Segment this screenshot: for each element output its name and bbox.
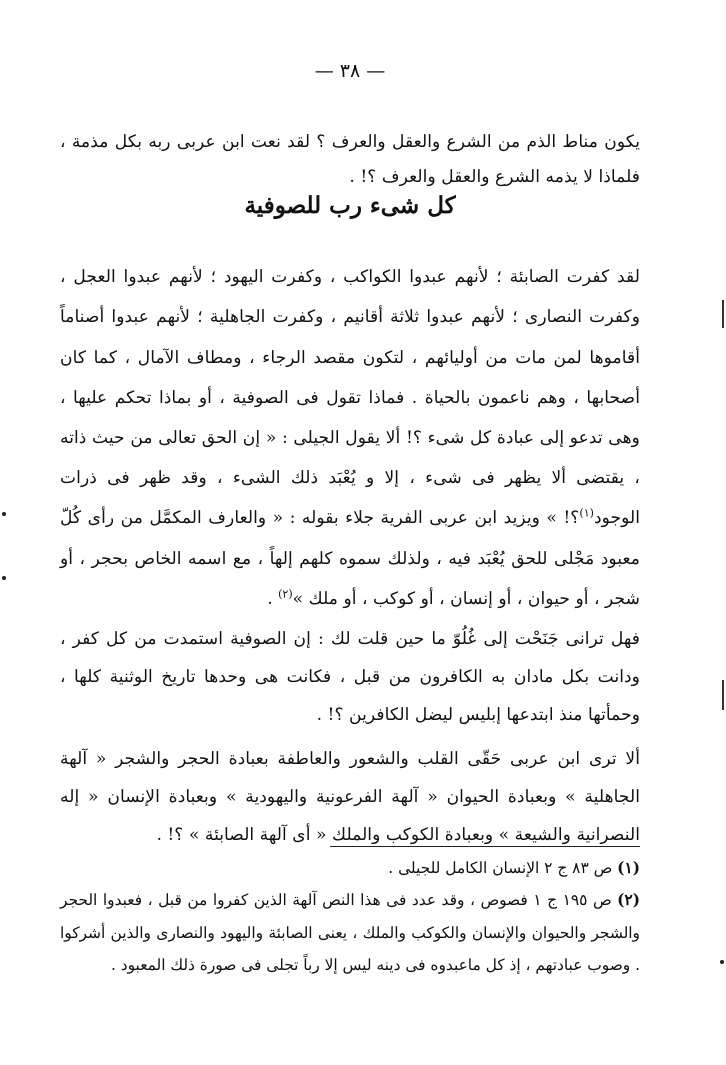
scan-edge-mark <box>722 680 724 710</box>
footnote-2-number: (٢) <box>617 891 640 910</box>
scan-edge-mark <box>722 300 724 328</box>
footnote-ref-2: (٢) <box>278 587 293 601</box>
paragraph-4: ألا ترى ابن عربى حَقّى القلب والشعور والعاطفة بعبادة الحجر والشجر « آلهة الجاهلية » وبعبادة الحيوان « آلهة الفرعونية واليهودية » وبعبادة الإنسان « إله النصرانية والشيعة » وبعبادة الكوكب والملك « أى آلهة الصابئة » ؟! . <box>60 749 640 846</box>
paragraph-2 <box>60 257 640 619</box>
footnote-divider <box>330 846 640 847</box>
footnote-2 <box>60 884 640 981</box>
scan-speck <box>720 960 724 964</box>
footnote-1 <box>60 852 640 884</box>
footnotes <box>60 852 640 982</box>
section-heading: كل شىء رب للصوفية <box>244 192 456 219</box>
footnote-ref-1: (١) <box>579 506 594 520</box>
scan-speck <box>2 512 6 516</box>
footnote-1-number: (١) <box>617 859 640 877</box>
paragraph-2-text-b: ؟! » ويزيد ابن عربى الفرية جلاء بقوله : « والعارف المكمَّل من رأى كُلّ معبود مَجْلى للحق يُعْبَد فيه ، ولذلك سموه كلهم إلهاً ، مع اسمه الخاص بحجر ، أو شجر ، أو حيوان ، أو إنسان ، أو كوكب ، أو ملك » <box>60 508 640 609</box>
paragraph-2-text-a: لقد كفرت الصابئة ؛ لأنهم عبدوا الكواكب ، وكفرت اليهود ؛ لأنهم عبدوا العجل ، وكفرت النصارى ؛ لأنهم عبدوا ثلاثة أقانيم ، وكفرت الجاهلية ؛ لأنهم عبدوا أصناماً أقاموها لمن مات من أوليائهم ، لتكون مقصد الرجاء ، ومطاف الآمال ، كما كان أصحابها ، وهم ناعمون بالحياة . فماذا تقول فى الصوفية ، أو بماذا تحكم عليها ، وهى تدعو إلى عبادة كل شىء ؟! ألا يقول الجيلى : « إن الحق تعالى من حيث ذاته ، يقتضى ألا يظهر فى شىء ، إلا و يُعْبَد ذلك الشىء ، وقد ظهر فى ذرات الوجود <box>60 267 640 529</box>
paragraph-3: فهل ترانى جَنَحْت إلى غُلُوّ ما حين قلت لك : إن الصوفية استمدت من كل كفر ، ودانت بكل مادان به الكافرون من قبل ، فكانت هى وحدها تاريخ الوثنية كلها ، وحمأتها منذ ابتدعها إبليس ليضل الكافرين ؟! . <box>60 629 640 726</box>
footnote-1-text: ص ٨٣ ج ٢ الإنسان الكامل للجيلى . <box>388 859 613 877</box>
paragraph-2-text-c: . <box>267 588 279 609</box>
page-number: — ٣٨ — <box>314 60 386 82</box>
paragraph-1: يكون مناط الذم من الشرع والعقل والعرف ؟ لقد نعت ابن عربى ربه بكل مذمة ، فلماذا لا يذمه الشرع والعقل والعرف ؟! . <box>60 132 640 188</box>
footnote-2-text: ص ١٩٥ ج ١ فصوص ، وقد عدد فى هذا النص آلهة الذين كفروا من قبل ، فعبدوا الحجر والشجر والحيوان والإنسان والكوكب والملك ، يعنى الصابئة واليهود والنصارى والذين أشركوا . وصوب عبادتهم ، إذ كل ماعبدوه فى دينه ليس إلا رباً تجلى فى صورة ذلك المعبود . <box>60 891 640 975</box>
scan-speck <box>2 576 6 580</box>
